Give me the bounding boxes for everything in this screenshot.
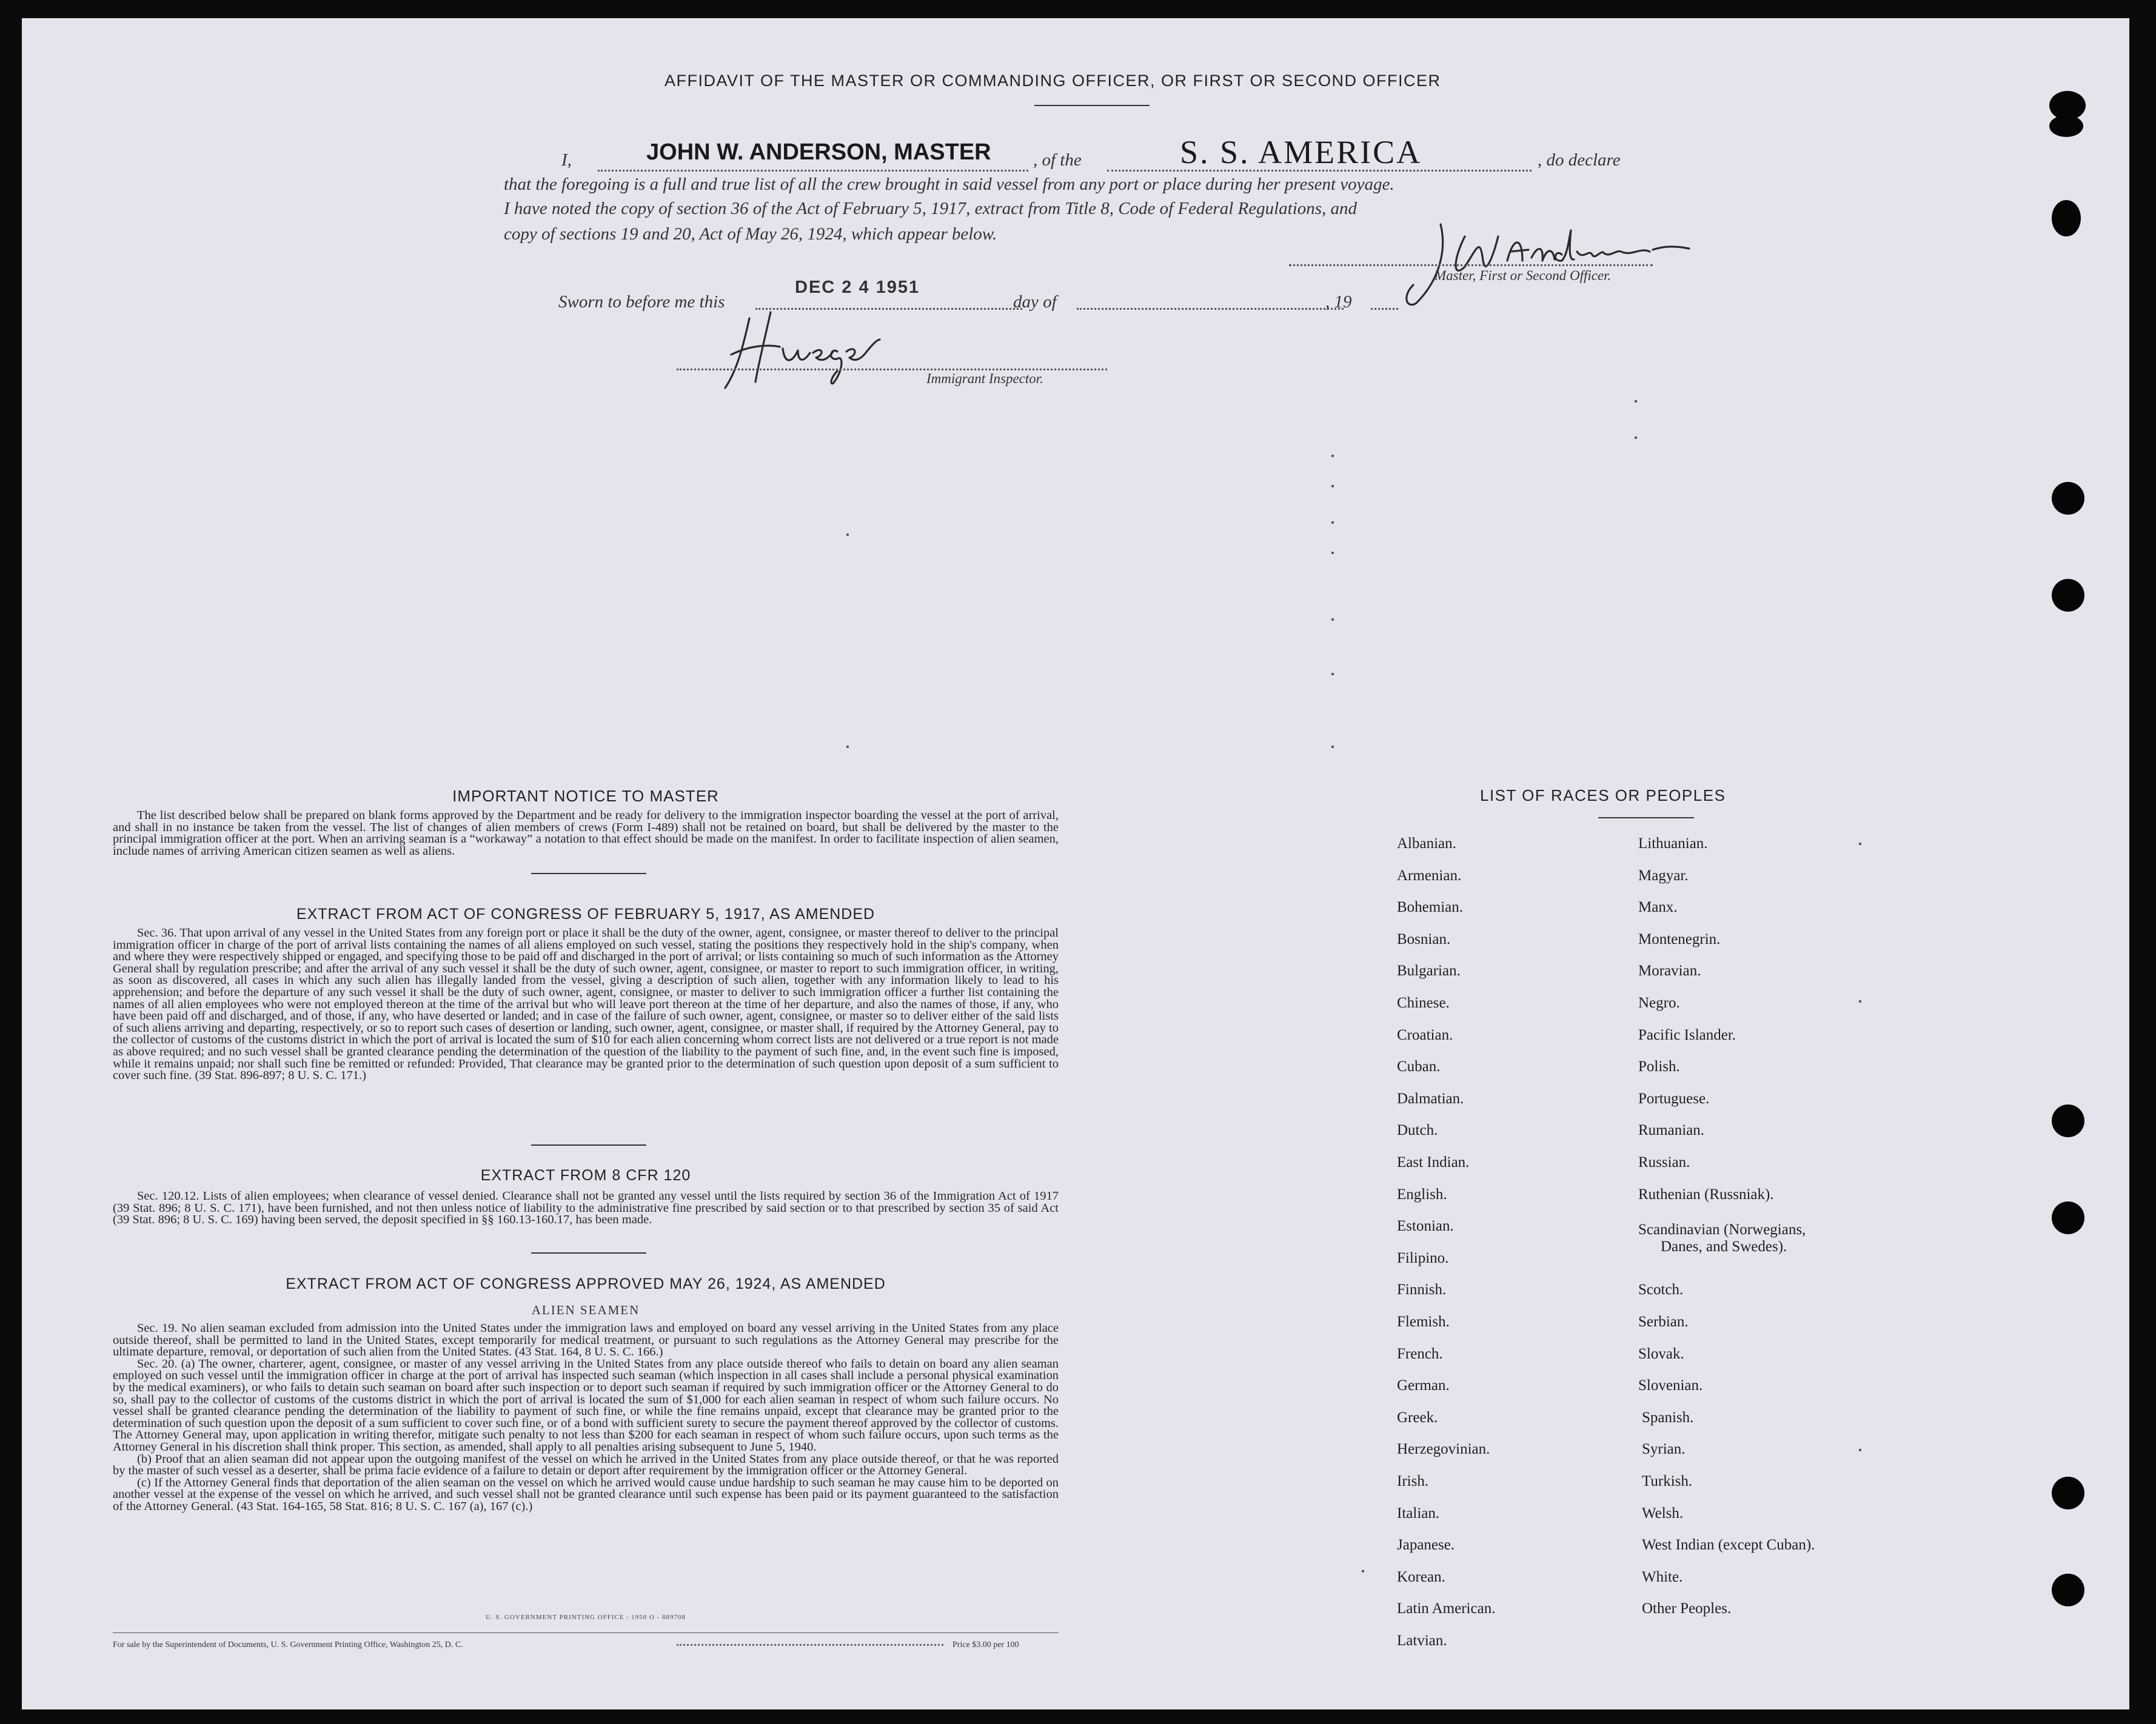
affidavit-line-4: copy of sections 19 and 20, Act of May 26, 1924, which appear below. bbox=[504, 224, 997, 244]
scan-speck bbox=[1859, 1000, 1861, 1003]
do-declare-text: , do declare bbox=[1538, 150, 1621, 170]
race-item-continued: Danes, and Swedes). bbox=[1661, 1238, 1787, 1255]
race-item: Dutch. bbox=[1397, 1122, 1438, 1139]
race-item: Syrian. bbox=[1642, 1441, 1686, 1458]
race-item: Finnish. bbox=[1397, 1281, 1447, 1298]
month-line bbox=[1077, 308, 1344, 310]
races-rule bbox=[1598, 817, 1694, 818]
race-item: Polish. bbox=[1638, 1058, 1680, 1075]
section-36-paragraph: Sec. 36. That upon arrival of any vessel in the United States from any foreign port or place it shall be the duty of the owner, agent, consignee, or master thereof to deliver to the principal immigration officer in charge of the port of arrival lists containing the names of all aliens employed on such vessel, stating the positions they respectively hold in the ship's company, when and where they were respectively shipped or engaged, and specifying those to be paid off and discharged in the port of arrival; or lists containing so much of such information as the Attorney General shall by regulation prescribe; and after the arrival of any such vessel it shall be the duty of such owner, agent, consignee, or master to report to such immigration officer, in writing, as soon as discovered, all cases in which any such alien has illegally landed from the vessel, giving a description of such alien, together with any information likely to lead to his apprehension; and before the departure of any such vessel it shall be the duty of such owner, agent, consignee, or master to deliver to such immigration officer a further list containing the names of all alien employees who were not employed thereon at the time of the arrival but who will leave port thereon at the time of her departure, and also the names of those, if any, who have been paid off and discharged, and of those, if any, who have deserted or landed; and in case of the failure of such owner, agent, consignee, or master so to deliver either of the said lists of such aliens arriving and departing, respectively, or so to report such cases of desertion or landing, such owner, agent, consignee, or master shall, if required by the Attorney General, pay to the collector of customs of the customs district in which the port of arrival is located the sum of $10 for each alien concerning whom correct lists are not delivered or a true report is not made as above required; and no such vessel shall be granted clearance pending the determination of the question of the liability to the payment of such fine, and, in the event such fine is imposed, while it remains unpaid; nor shall such fine be remitted or refunded: Provided, That clearance may be granted prior to the determination of such question upon deposit of a sum sufficient to cover such fine. (39 Stat. 896-897; 8 U. S. C. 171.) bbox=[113, 926, 1059, 1083]
of-the-text: , of the bbox=[1033, 150, 1082, 170]
extract-cfr-body bbox=[113, 1191, 1059, 1226]
race-item: Slovak. bbox=[1638, 1345, 1684, 1362]
scan-speck bbox=[846, 533, 849, 536]
race-item: Latvian. bbox=[1397, 1632, 1447, 1649]
year-prefix: , 19 bbox=[1325, 292, 1352, 312]
race-item: Slovenian. bbox=[1638, 1377, 1703, 1394]
inspector-signature bbox=[713, 303, 919, 394]
binder-hole bbox=[2052, 1574, 2084, 1606]
master-signature bbox=[1392, 212, 1707, 309]
extract-1924-body bbox=[113, 1323, 1059, 1513]
race-item: English. bbox=[1397, 1186, 1447, 1203]
notice-title: IMPORTANT NOTICE TO MASTER bbox=[452, 787, 719, 805]
race-item: Scotch. bbox=[1638, 1281, 1684, 1298]
race-item: Montenegrin. bbox=[1638, 930, 1721, 947]
section-20c-paragraph: (c) If the Attorney General finds that deportation of the alien seaman on the vessel on which he arrived would cause undue hardship to such seaman he may cause him to be deported on another vessel at the expense of the vessel on which he arrived, and such vessel shall not be granted clearance until such expense has been paid or its payment guaranteed to the satisfaction of the Attorney General. (43 Stat. 164-165, 58 Stat. 816; 8 U. S. C. 167 (a), 167 (c).) bbox=[113, 1475, 1059, 1513]
inspector-caption: Immigrant Inspector. bbox=[926, 371, 1043, 386]
race-item: Other Peoples. bbox=[1642, 1600, 1732, 1617]
race-item: Turkish. bbox=[1642, 1473, 1693, 1489]
race-item: Greek. bbox=[1397, 1409, 1438, 1426]
race-item: German. bbox=[1397, 1377, 1450, 1394]
printer-imprint: U. S. GOVERNMENT PRINTING OFFICE : 1950 O - 889708 bbox=[485, 1614, 686, 1621]
extract-cfr-title: EXTRACT FROM 8 CFR 120 bbox=[480, 1167, 691, 1184]
section-20a-paragraph: Sec. 20. (a) The owner, charterer, agent, consignee, or master of any vessel arriving in the United States from any place outside thereof who fails to detain on board any alien seaman employed on such vessel until the immigration officer in charge at the port of arrival has inspected such seaman (which inspection in all cases shall include a personal physical examination by the medical examiners), or who fails to detain such seaman on board after such inspection or to deport such seaman if required by such immigration officer or the Attorney General to do so, shall pay to the collector of customs of the customs district in which the port of arrival is located the sum of $1,000 for each alien seaman in respect of whom such failure occurs. No vessel shall be granted clearance pending the determination of the liability to payment of such fine, or while the fine remains unpaid, except that clearance may be granted prior to the determination of such question upon the deposit of a sum sufficient to cover such fine, or of a bond with sufficient surety to secure the payment thereof approved by the collector of customs. The Attorney General may, upon application in writing therefor, mitigate such penalty to not less than $200 for each seaman in respect of whom such failure occurs, upon such terms as the Attorney General in his discretion shall think proper. This section, as amended, shall apply to all penalties arising subsequent to June 5, 1940. bbox=[113, 1357, 1059, 1454]
notice-rule bbox=[531, 873, 646, 874]
race-item: Pacific Islander. bbox=[1638, 1026, 1736, 1043]
extract-1917-title: EXTRACT FROM ACT OF CONGRESS OF FEBRUARY 5, 1917, AS AMENDED bbox=[296, 906, 875, 923]
binder-hole bbox=[2052, 1104, 2084, 1137]
race-item: White. bbox=[1642, 1568, 1683, 1585]
scan-speck bbox=[1331, 673, 1334, 675]
notice-body bbox=[113, 810, 1059, 857]
extract-1917-rule bbox=[531, 1144, 646, 1146]
race-item: Serbian. bbox=[1638, 1314, 1689, 1330]
race-item: Portuguese. bbox=[1638, 1090, 1710, 1107]
document-page bbox=[22, 18, 2129, 1709]
race-item: West Indian (except Cuban). bbox=[1642, 1537, 1815, 1554]
race-item: Armenian. bbox=[1397, 867, 1462, 884]
alien-seamen-subtitle: ALIEN SEAMEN bbox=[531, 1303, 640, 1317]
affidavit-line-3: I have noted the copy of section 36 of the Act of February 5, 1917, extract from Title 8, Code of Federal Regulations, and bbox=[504, 199, 1358, 218]
race-item: Albanian. bbox=[1397, 835, 1456, 852]
race-item: East Indian. bbox=[1397, 1154, 1470, 1171]
race-item: Chinese. bbox=[1397, 995, 1450, 1011]
race-item: Lithuanian. bbox=[1638, 835, 1708, 852]
footer-sale-notice: For sale by the Superintendent of Documents, U. S. Government Printing Office, Washington 25, D. C. bbox=[113, 1640, 463, 1649]
race-item: Dalmatian. bbox=[1397, 1090, 1464, 1107]
binder-hole bbox=[2052, 482, 2084, 515]
footer-dotted-leader bbox=[677, 1644, 943, 1646]
notice-paragraph: The list described below shall be prepared on blank forms approved by the Department and be ready for delivery to the immigration inspector boarding the vessel at the port of arrival, and shall in no instance be taken from the vessel. The list of changes of alien members of crews (Form I-489) shall not be retained on board, but shall be delivered by the master to the principal immigration officer at the port. When an arriving seaman is a “workaway” a notation to that effect should be made on the manifest. In order to facilitate inspection of alien seamen, include names of arriving American citizen seamen as well as aliens. bbox=[113, 809, 1059, 858]
date-stamp: DEC 2 4 1951 bbox=[795, 278, 920, 297]
extract-cfr-rule bbox=[531, 1252, 646, 1254]
master-signature-line bbox=[1289, 264, 1653, 266]
year-line bbox=[1371, 308, 1398, 310]
race-item: Filipino. bbox=[1397, 1249, 1449, 1266]
affidavit-line-2: that the foregoing is a full and true list of all the crew brought in said vessel from any port or place during her present voyage. bbox=[504, 175, 1394, 194]
binder-hole bbox=[2052, 200, 2081, 236]
extract-1924-title: EXTRACT FROM ACT OF CONGRESS APPROVED MAY 26, 1924, AS AMENDED bbox=[286, 1275, 886, 1292]
title-rule bbox=[1034, 105, 1150, 106]
extract-1917-body bbox=[113, 927, 1059, 1082]
race-item: Croatian. bbox=[1397, 1026, 1453, 1043]
scan-speck bbox=[846, 746, 849, 748]
binder-hole bbox=[2052, 1477, 2084, 1509]
race-item: Moravian. bbox=[1638, 963, 1701, 980]
race-item: Ruthenian (Russniak). bbox=[1638, 1186, 1774, 1203]
day-of-text: day of bbox=[1013, 292, 1057, 312]
race-item: Negro. bbox=[1638, 995, 1680, 1011]
scan-speck bbox=[1635, 400, 1637, 403]
declarant-name: JOHN W. ANDERSON, MASTER bbox=[646, 139, 991, 165]
race-item: Manx. bbox=[1638, 899, 1678, 916]
scan-speck bbox=[1362, 1570, 1364, 1572]
race-item: Bosnian. bbox=[1397, 930, 1451, 947]
sworn-prefix: Sworn to before me this bbox=[558, 292, 725, 312]
scan-speck bbox=[1331, 485, 1334, 487]
binder-hole bbox=[2049, 115, 2083, 137]
races-title: LIST OF RACES OR PEOPLES bbox=[1480, 786, 1726, 804]
scan-speck bbox=[1859, 843, 1861, 845]
affidavit-title: AFFIDAVIT OF THE MASTER OR COMMANDING OFFICER, OR FIRST OR SECOND OFFICER bbox=[665, 72, 1441, 90]
scan-speck bbox=[1331, 552, 1334, 554]
race-item: Cuban. bbox=[1397, 1058, 1441, 1075]
race-item: French. bbox=[1397, 1345, 1443, 1362]
binder-hole bbox=[2052, 579, 2084, 612]
declarant-line bbox=[598, 170, 1028, 172]
scan-speck bbox=[1859, 1449, 1861, 1451]
race-item: Korean. bbox=[1397, 1568, 1445, 1585]
scan-speck bbox=[1331, 746, 1334, 748]
race-item: Rumanian. bbox=[1638, 1122, 1705, 1139]
footer-rule bbox=[113, 1632, 1059, 1633]
race-item: Flemish. bbox=[1397, 1314, 1450, 1330]
race-item: Bohemian. bbox=[1397, 899, 1464, 916]
race-item: Italian. bbox=[1397, 1505, 1440, 1522]
footer-price: Price $3.00 per 100 bbox=[952, 1640, 1019, 1649]
race-item: Russian. bbox=[1638, 1154, 1690, 1171]
master-signature-caption: Master, First or Second Officer. bbox=[1435, 268, 1612, 283]
race-item: Estonian. bbox=[1397, 1218, 1454, 1235]
scan-speck bbox=[1331, 455, 1334, 457]
section-19-paragraph: Sec. 19. No alien seaman excluded from admission into the United States under the immigration laws and employed on board any vessel arriving in the United States from any place outside thereof, shall be permitted to land in the United States, except temporarily for medical treatment, or pursuant to such regulations as the Attorney General may prescribe for the ultimate departure, removal, or deportation of such alien from the United States. (43 Stat. 164, 8 U. S. C. 166.) bbox=[113, 1321, 1059, 1359]
race-item: Latin American. bbox=[1397, 1600, 1496, 1617]
section-120-12-paragraph: Sec. 120.12. Lists of alien employees; when clearance of vessel denied. Clearance shall not be granted any vessel until the lists required by section 36 of the Immigration Act of 1917 (39 Stat. 896; 8 U. S. C. 171), have been furnished, and not then unless notice of liability to the administrative fine prescribed by said section or to that prescribed by section 35 of said Act (39 Stat. 896; 8 U. S. C. 169) having been served, the deposit specified in §§ 160.13-160.17, has been made. bbox=[113, 1189, 1059, 1227]
scan-speck bbox=[1331, 618, 1334, 621]
binder-hole bbox=[2052, 1201, 2084, 1234]
race-item: Spanish. bbox=[1642, 1409, 1694, 1426]
section-20b-paragraph: (b) Proof that an alien seaman did not appear upon the outgoing manifest of the vessel on which he arrived in the United States from any place outside thereof, or that he was reported by the master of such vessel as a deserter, shall be prima facie evidence of a failure to detain or deport after requirement by the immigration officer or the Attorney General. bbox=[113, 1452, 1059, 1478]
race-item: Irish. bbox=[1397, 1473, 1429, 1489]
scan-speck bbox=[1635, 436, 1637, 439]
vessel-name: S. S. AMERICA bbox=[1180, 134, 1422, 170]
inspector-signature-line bbox=[677, 369, 1107, 370]
race-item: Welsh. bbox=[1642, 1505, 1684, 1522]
race-item: Bulgarian. bbox=[1397, 963, 1461, 980]
affidavit-pronoun: I, bbox=[561, 150, 572, 170]
race-item: Japanese. bbox=[1397, 1537, 1455, 1554]
race-item: Herzegovinian. bbox=[1397, 1441, 1490, 1458]
scan-speck bbox=[1331, 521, 1334, 524]
race-item: Magyar. bbox=[1638, 867, 1689, 884]
race-item: Scandinavian (Norwegians, bbox=[1638, 1221, 1806, 1238]
